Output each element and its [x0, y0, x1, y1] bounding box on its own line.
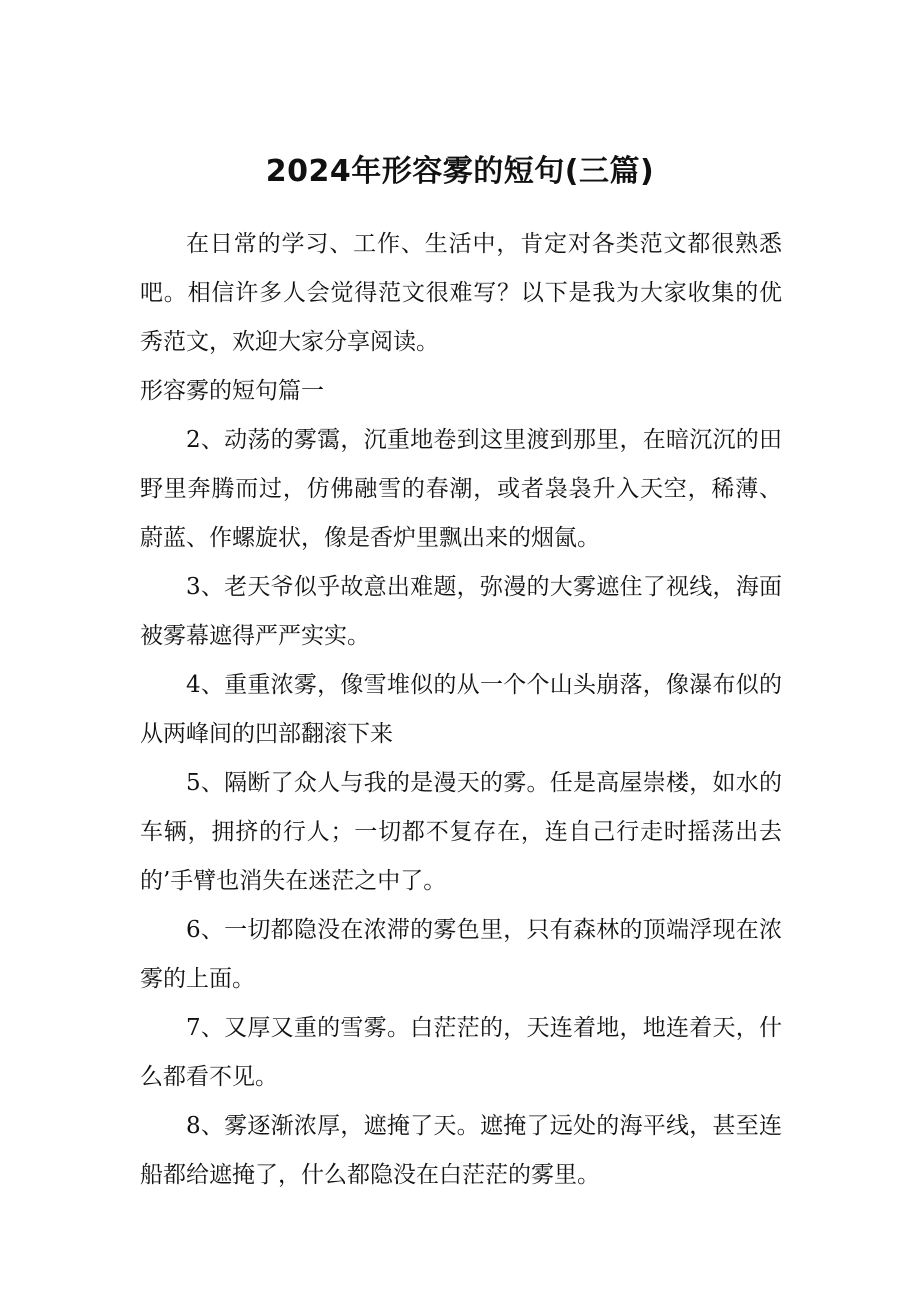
section-heading: 形容雾的短句篇一	[140, 378, 324, 404]
document-body	[140, 220, 782, 1200]
list-item: 5、隔断了众人与我的是漫天的雾。任是高屋崇楼，如水的车辆，拥挤的行人；一切都不复存在，连自己行走时摇荡出去的’手臂也消失在迷茫之中了。	[140, 770, 782, 894]
list-item: 7、又厚又重的雪雾。白茫茫的，天连着地，地连着天，什么都看不见。	[140, 1015, 782, 1090]
list-item: 6、一切都隐没在浓滞的雾色里，只有森林的顶端浮现在浓雾的上面。	[140, 917, 782, 992]
list-item: 8、雾逐渐浓厚，遮掩了天。遮掩了远处的海平线，甚至连船都给遮掩了，什么都隐没在白茫茫的雾里。	[140, 1113, 782, 1188]
intro-paragraph: 在日常的学习、工作、生活中，肯定对各类范文都很熟悉吧。相信许多人会觉得范文很难写？以下是我为大家收集的优秀范文，欢迎大家分享阅读。	[140, 231, 782, 355]
list-item: 4、重重浓雾，像雪堆似的从一个个山头崩落，像瀑布似的从两峰间的凹部翻滚下来	[140, 672, 782, 747]
list-item: 3、老天爷似乎故意出难题，弥漫的大雾遮住了视线，海面被雾幕遮得严严实实。	[140, 574, 782, 649]
document-title: 2024年形容雾的短句(三篇)	[265, 154, 655, 189]
list-item: 2、动荡的雾霭，沉重地卷到这里渡到那里，在暗沉沉的田野里奔腾而过，仿佛融雪的春潮，或者袅袅升入天空，稀薄、蔚蓝、作螺旋状，像是香炉里飘出来的烟氤。	[140, 427, 782, 551]
